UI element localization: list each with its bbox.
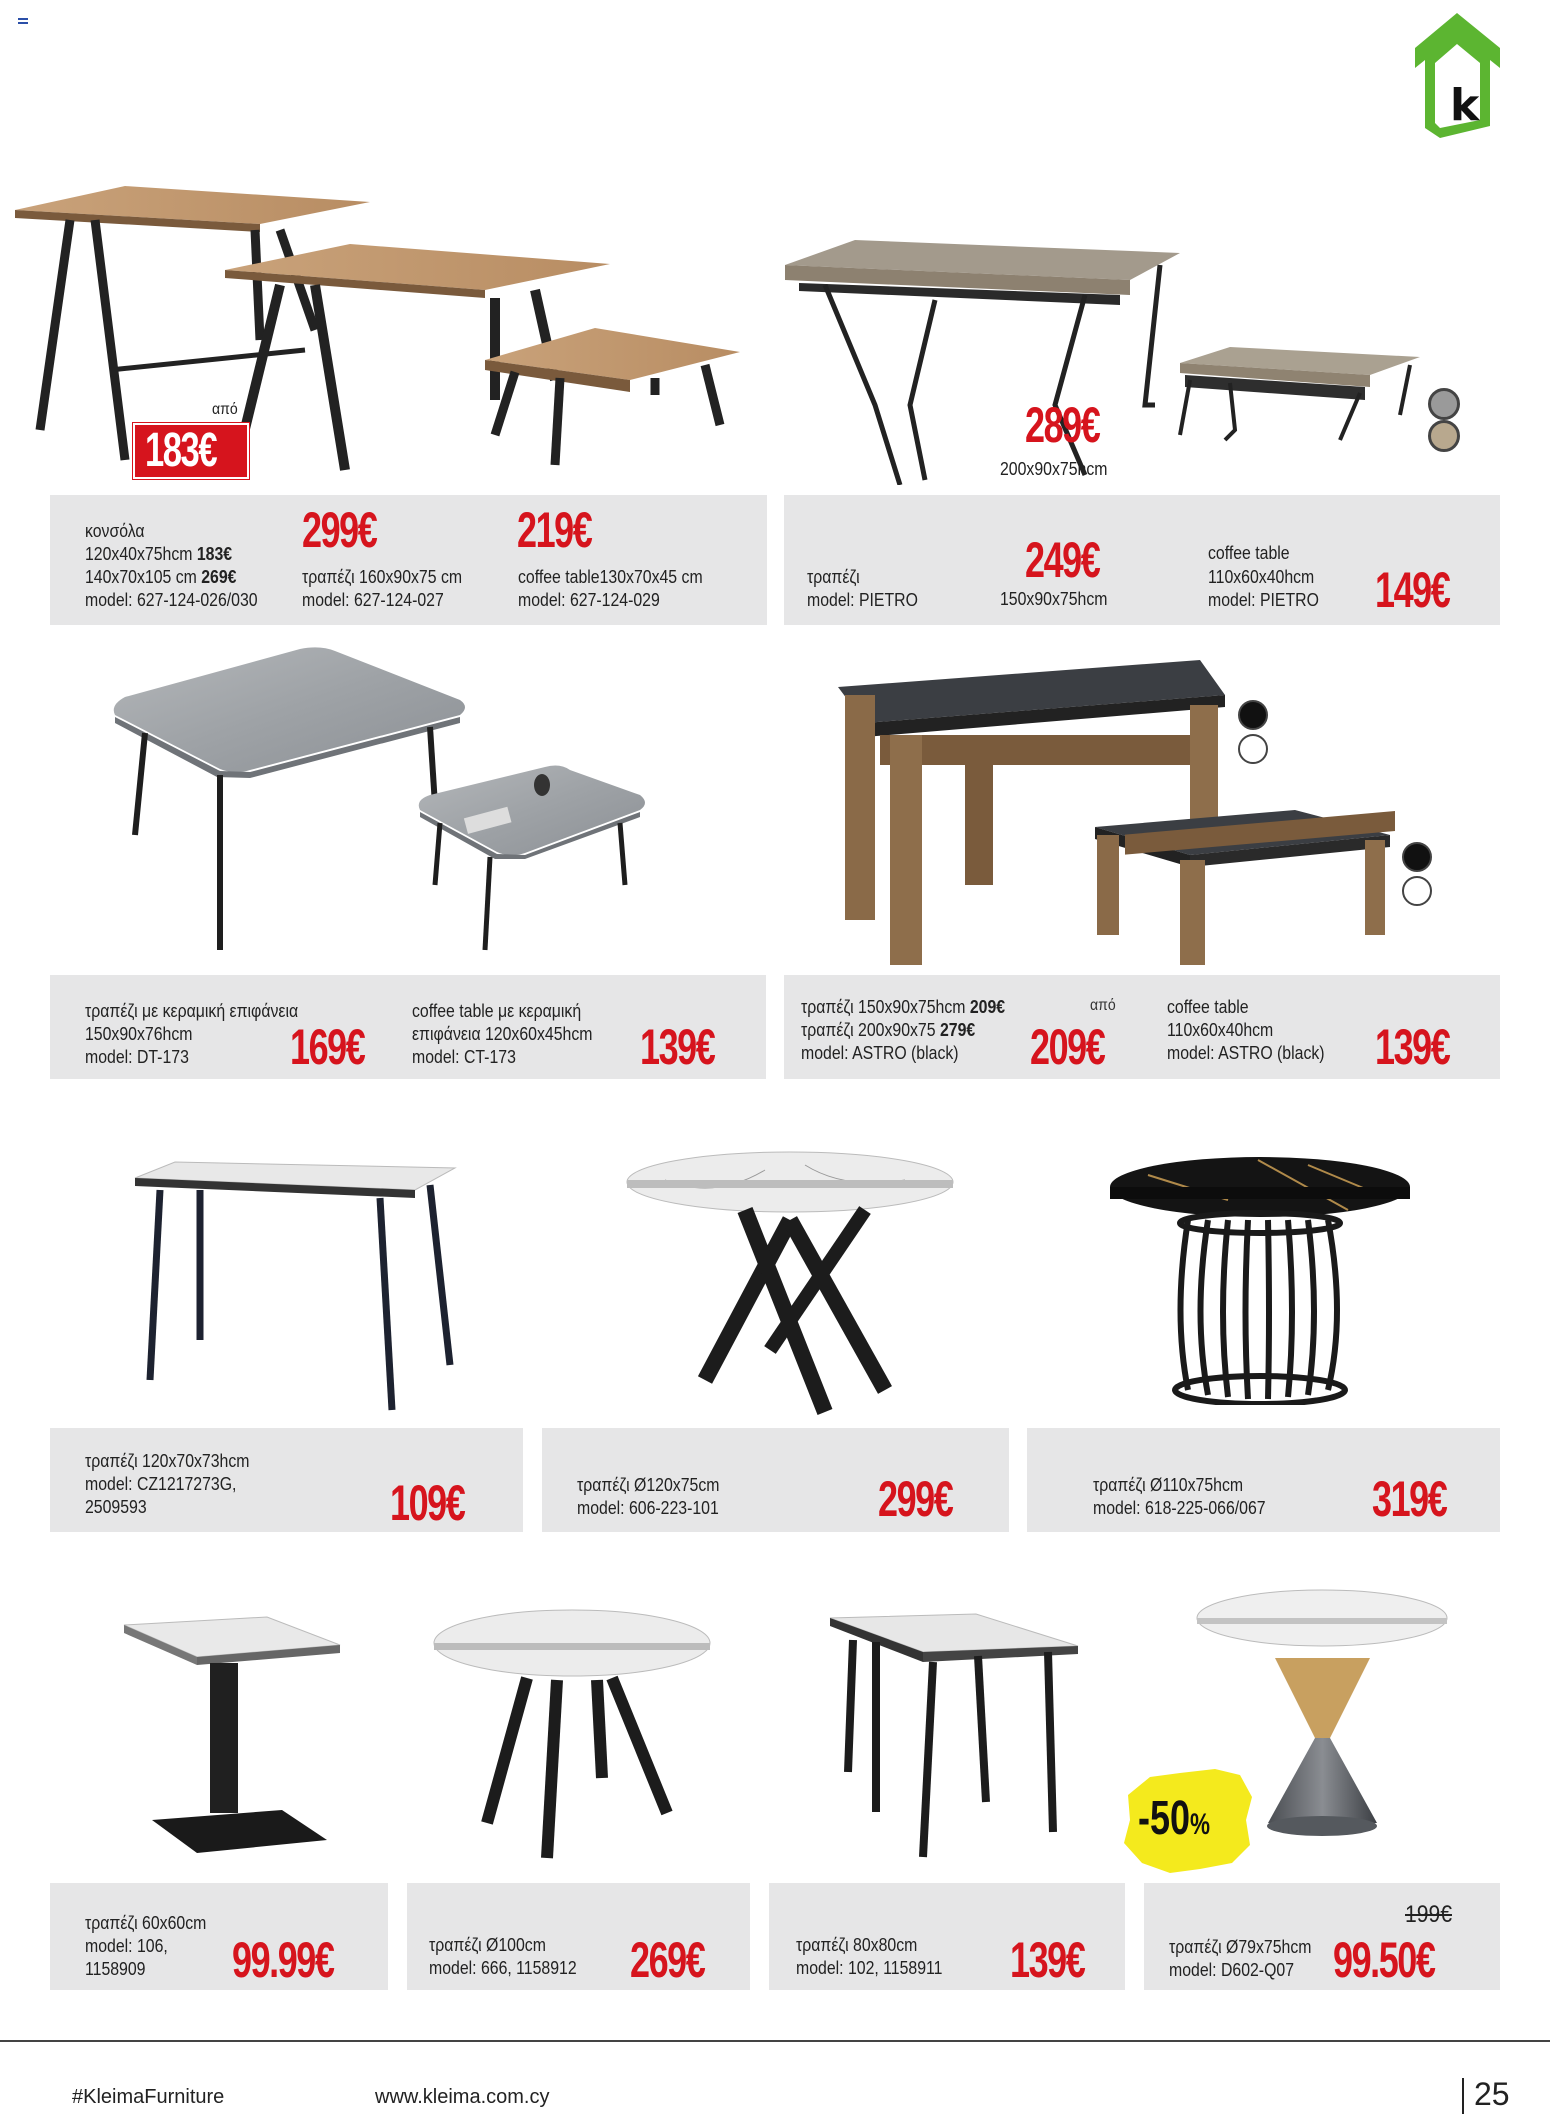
product-price: 99.50€	[1333, 1932, 1435, 1988]
product-price: 299€	[878, 1471, 953, 1527]
product-line: 110x60x40hcm	[1167, 1020, 1274, 1040]
price-badge	[133, 423, 249, 479]
product-line: model: 666, 1158912	[429, 1958, 577, 1978]
astro-table-set-image	[835, 655, 1395, 965]
product-line: τραπέζι 150x90x75hcm 209€	[801, 997, 1006, 1017]
product-line: τραπέζι 60x60cm	[85, 1913, 207, 1933]
product-line: model: ASTRO (black)	[1167, 1043, 1325, 1063]
console-table-set-image	[15, 180, 755, 480]
product-line: model: 102, 1158911	[796, 1958, 943, 1978]
swatch-oak[interactable]	[1428, 420, 1460, 452]
product-price: 209€	[1030, 1019, 1105, 1075]
product-line: model: 106,	[85, 1936, 168, 1956]
product-line: 150x90x75hcm	[1000, 589, 1108, 609]
product-line: coffee table130x70x45 cm	[518, 567, 703, 587]
footer-hashtag[interactable]: #KleimaFurniture	[72, 2086, 225, 2108]
page-number: 25	[1474, 2076, 1510, 2112]
product-line: coffee table	[1208, 543, 1290, 563]
top-dims: 200x90x75hcm	[1000, 459, 1108, 479]
discount-splash	[1120, 1765, 1255, 1875]
discount-value: -50%	[1138, 1792, 1211, 1845]
product-line: model: 627-124-027	[302, 590, 444, 610]
swatch-black[interactable]	[1402, 842, 1432, 872]
product-price: 139€	[1375, 1019, 1450, 1075]
product-price: 139€	[640, 1019, 715, 1075]
product-price: 99.99€	[232, 1932, 334, 1988]
product-price: 149€	[1375, 562, 1450, 618]
product-line: model: 627-124-026/030	[85, 590, 258, 610]
square-table-80-image	[828, 1612, 1080, 1862]
product-line: 120x40x75hcm 183€	[85, 544, 233, 564]
product-line: τραπέζι 200x90x75 279€	[801, 1020, 976, 1040]
product-line: model: CT-173	[412, 1047, 516, 1067]
product-line: τραπέζι Ø79x75hcm	[1169, 1937, 1312, 1957]
product-line: 1158909	[85, 1959, 146, 1979]
product-line: 2509593	[85, 1497, 147, 1517]
product-line: model: CZ1217273G,	[85, 1474, 237, 1494]
product-price: 109€	[390, 1475, 465, 1531]
product-line: τραπέζι με κεραμική επιφάνεια	[85, 1001, 299, 1021]
product-line: τραπέζι 160x90x75 cm	[302, 567, 463, 587]
swatch-white[interactable]	[1402, 876, 1432, 906]
product-line: model: ASTRO (black)	[801, 1043, 959, 1063]
product-line: coffee table με κεραμική	[412, 1001, 582, 1021]
round-black-slatted-table-image	[1108, 1155, 1413, 1405]
product-line: model: 606-223-101	[577, 1498, 719, 1518]
product-line: κονσόλα	[85, 521, 145, 541]
product-line: 150x90x76hcm	[85, 1024, 193, 1044]
round-table-100-image	[432, 1608, 712, 1863]
round-marble-table-image	[625, 1150, 955, 1415]
product-line: model: DT-173	[85, 1047, 189, 1067]
product-line: model: D602-Q07	[1169, 1960, 1295, 1980]
swatch-gray[interactable]	[1428, 388, 1460, 420]
page-number-divider	[1462, 2078, 1464, 2114]
badge-price: 183€	[145, 424, 217, 477]
product-line: 110x60x40hcm	[1208, 567, 1315, 587]
product-line: 140x70x105 cm 269€	[85, 567, 237, 587]
top-price: 289€	[1025, 397, 1100, 453]
product-line: model: PIETRO	[1208, 590, 1319, 610]
product-line: model: 618-225-066/067	[1093, 1498, 1266, 1518]
product-line: επιφάνεια 120x60x45hcm	[412, 1024, 593, 1044]
product-line: model: 627-124-029	[518, 590, 660, 610]
product-line: τραπέζι Ø100cm	[429, 1935, 546, 1955]
swatch-black[interactable]	[1238, 700, 1268, 730]
pietro-table-set-image	[785, 225, 1505, 485]
product-price: 169€	[290, 1019, 365, 1075]
svg-text:k: k	[1450, 80, 1480, 131]
product-line: τραπέζι 80x80cm	[796, 1935, 918, 1955]
footer-divider	[0, 2040, 1550, 2042]
product-price: 319€	[1372, 1471, 1447, 1527]
product-price: 249€	[1025, 532, 1100, 588]
product-price: 299€	[302, 502, 377, 558]
product-price: 139€	[1010, 1932, 1085, 1988]
hamburger-icon[interactable]	[18, 18, 28, 26]
square-pedestal-table-image	[122, 1615, 342, 1865]
footer-website[interactable]: www.kleima.com.cy	[375, 2086, 550, 2108]
product-line: model: PIETRO	[807, 590, 918, 610]
rect-table-image	[130, 1160, 460, 1415]
product-line: τραπέζι Ø110x75hcm	[1093, 1475, 1244, 1495]
product-price: 219€	[517, 502, 592, 558]
swatch-white[interactable]	[1238, 734, 1268, 764]
ceramic-table-set-image	[105, 645, 645, 955]
product-price: 269€	[630, 1932, 705, 1988]
kleima-logo	[1410, 8, 1505, 138]
product-line: coffee table	[1167, 997, 1249, 1017]
product-line: τραπέζι	[807, 567, 860, 587]
from-label: από	[212, 401, 238, 418]
product-line: τραπέζι Ø120x75cm	[577, 1475, 720, 1495]
old-price: 199€	[1405, 1901, 1452, 1928]
product-line: τραπέζι 120x70x73hcm	[85, 1451, 250, 1471]
from-label: από	[1090, 997, 1116, 1014]
